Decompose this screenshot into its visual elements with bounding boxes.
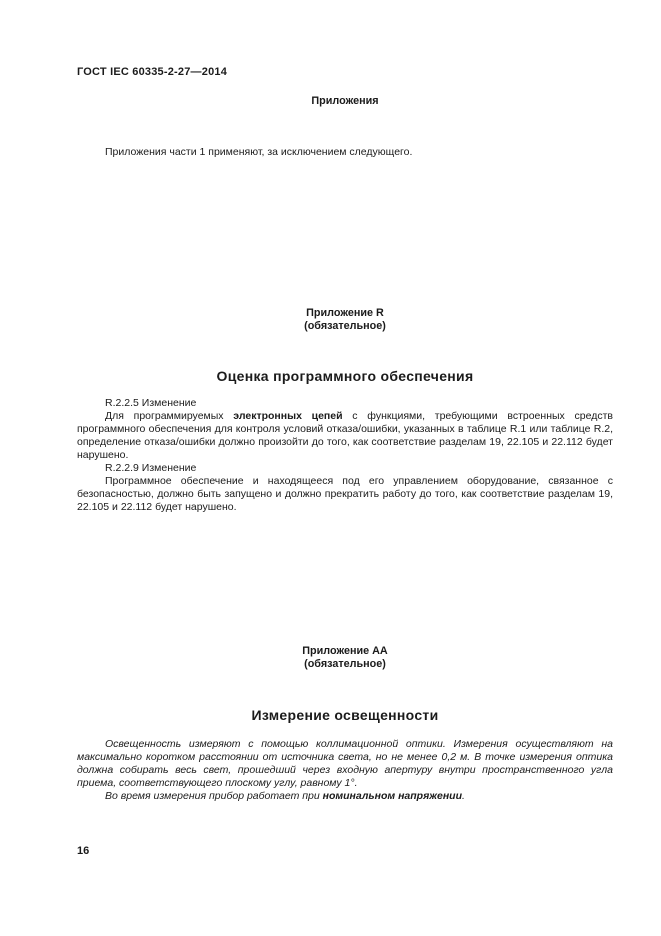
running-header: ГОСТ IEC 60335-2-27—2014	[77, 66, 228, 78]
annex-aa-title: Измерение освещенности	[251, 707, 439, 723]
annex-r-obligation: (обязательное)	[304, 320, 386, 332]
annex-aa-label-block	[77, 645, 613, 671]
rated-voltage-text-start: Во время измерения прибор работает при	[105, 790, 323, 802]
annex-r-title: Оценка программного обеспечения	[216, 368, 474, 384]
clause-r229-heading: R.2.2.9 Изменение	[105, 462, 197, 474]
page-number: 16	[77, 845, 90, 857]
annex-r-body	[77, 397, 613, 514]
illuminance-paragraph: Освещенность измеряют с помощью коллимационной оптики. Измерения осуществляют на максимально коротком расстоянии от источника света, но не менее 0,2 м. В точке измерения оптика должна собирать весь свет, прошедший через входную апертуру внутри пространственного угла приема, соответствующего плоскому углу, равному 1°.	[77, 738, 613, 789]
clause-r225-bold-term: электронных цепей	[233, 410, 343, 422]
clause-r225-text	[77, 410, 613, 462]
annex-r-name: Приложение R	[306, 307, 384, 319]
annex-aa-name: Приложение АА	[302, 645, 388, 657]
annex-aa-obligation: (обязательное)	[304, 658, 386, 670]
rated-voltage-text-end: .	[462, 790, 465, 802]
intro-paragraph: Приложения части 1 применяют, за исключением следующего.	[105, 146, 413, 158]
appendices-heading: Приложения	[311, 95, 379, 107]
clause-r225-heading: R.2.2.5 Изменение	[105, 397, 197, 409]
clause-r229-text: Программное обеспечение и находящееся под его управлением оборудование, связанное с безопасностью, должно быть запущено и должно прекратить работу до того, как соответствие разделам 19, 22.105 и 22.112 будет нарушено.	[77, 475, 613, 513]
annex-aa-body	[77, 738, 613, 803]
rated-voltage-bold-term: номинальном напряжении	[322, 790, 462, 802]
rated-voltage-paragraph	[77, 790, 613, 803]
clause-r225-text-start: Для программируемых	[105, 410, 234, 422]
annex-r-label-block	[77, 307, 613, 333]
clause-r225-text-end: с функциями, требующими встроенных средств программного обеспечения для контроля условий отказа/ошибки, указанных в таблице R.1 или таблице R.2, определение отказа/ошибки должно произойти до того, как соответствие разделам 19, 22.105 и 22.112 будет нарушено.	[77, 410, 613, 461]
